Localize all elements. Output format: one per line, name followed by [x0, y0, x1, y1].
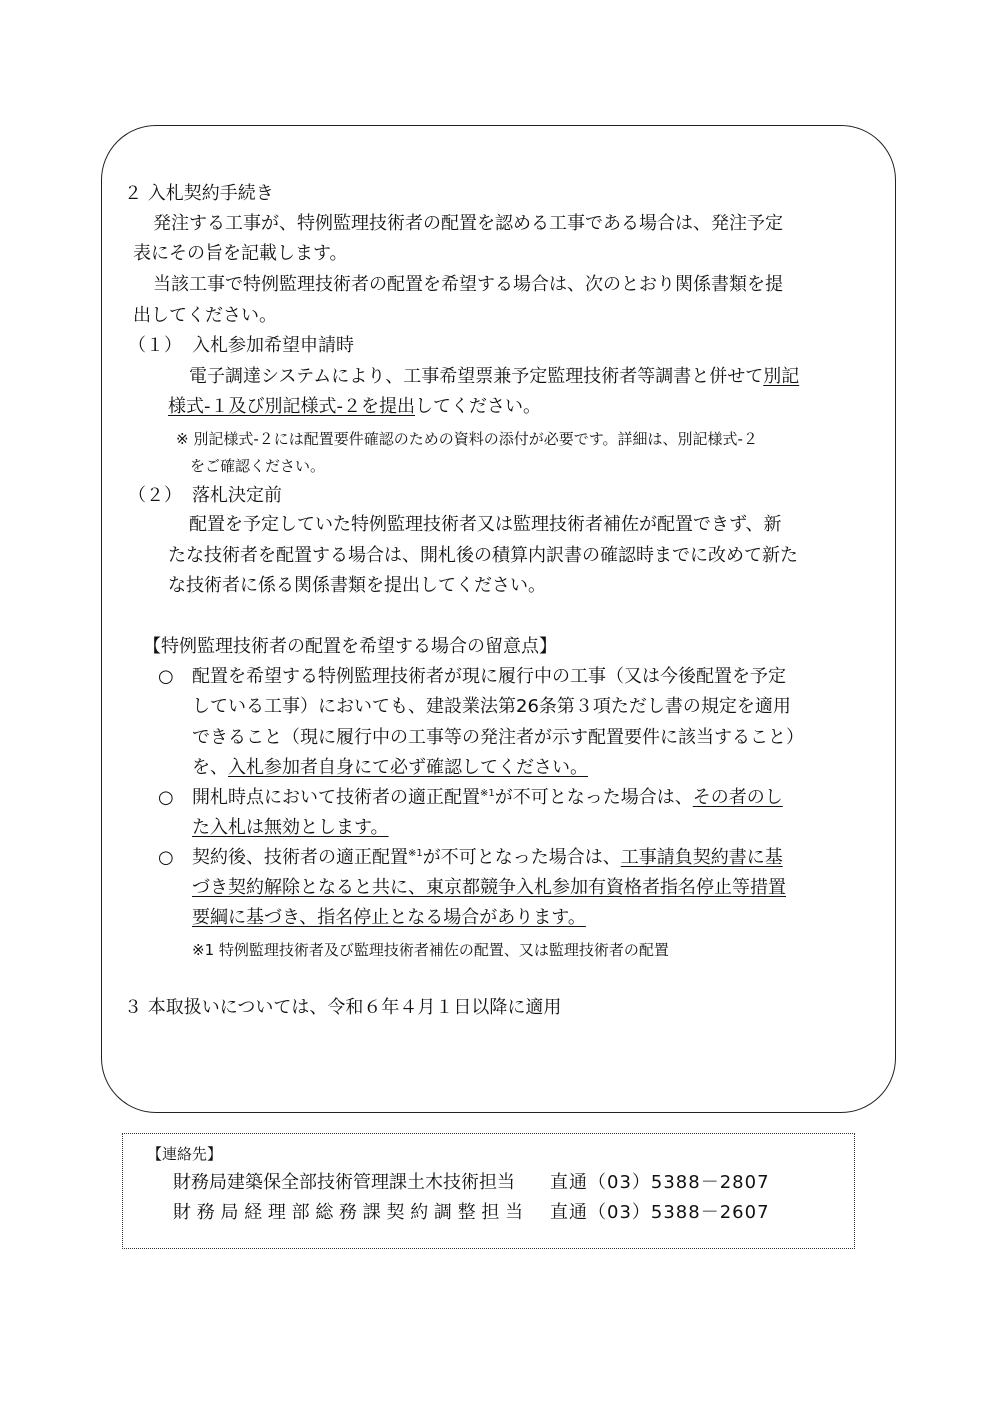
contact-row-1-tel: 直通（03）5388－2807 — [550, 1172, 770, 1193]
contact-heading: 【連絡先】 — [147, 1145, 223, 1163]
point3-underline-3: 要綱に基づき、指名停止となる場合があります。 — [192, 907, 586, 928]
item1-note-line1: ※ 別記様式-２には配置要件確認のための資料の添付が必要です。詳細は、別記様式-２ — [176, 430, 758, 448]
point3-bullet: ○ — [158, 847, 174, 868]
point2-bullet: ○ — [158, 787, 174, 808]
item1-number: （１） — [128, 335, 182, 356]
item1-body-line1-underline: 別記 — [763, 366, 800, 387]
point2-underline-1: その者のし — [692, 787, 783, 808]
point1-line2: している工事）においても、建設業法第26条第３項ただし書の規定を適用 — [192, 696, 791, 717]
item2-body-line3: な技術者に係る関係書類を提出してください。 — [168, 575, 546, 596]
item2-body-line1: 配置を予定していた特例監理技術者又は監理技術者補佐が配置できず、新 — [189, 514, 782, 535]
contact-box — [122, 1133, 855, 1249]
point2-footnote-ref: ※1 — [480, 788, 495, 799]
footnote-1: ※1 特例監理技術者及び監理技術者補佐の配置、又は監理技術者の配置 — [192, 941, 669, 959]
item2-number: （２） — [128, 485, 182, 506]
item1-body-line2 — [168, 396, 541, 418]
point3-line1 — [192, 847, 783, 869]
point1-bullet: ○ — [158, 666, 174, 687]
contact-row-2-name: 財 務 局 経 理 部 総 務 課 契 約 調 整 担 当 — [173, 1202, 524, 1223]
point3-line3 — [192, 907, 586, 929]
section2-para1-line1: 発注する工事が、特例監理技術者の配置を認める工事である場合は、発注予定 — [153, 213, 783, 234]
section2-para1-line2: 表にその旨を記載します。 — [133, 243, 348, 264]
point2-text-a: 開札時点において技術者の適正配置 — [192, 787, 480, 808]
item1-body-line2-underline: 様式-１及び別記様式-２を提出 — [168, 396, 415, 417]
point3-text-a: 契約後、技術者の適正配置 — [192, 847, 408, 868]
item2-body-line2: たな技術者を配置する場合は、開札後の積算内訳書の確認時までに改めて新た — [168, 545, 798, 566]
item1-note-line2: をご確認ください。 — [190, 457, 326, 475]
section2-heading: ２ 入札契約手続き — [124, 183, 274, 204]
point2-text-b: が不可となった場合は、 — [494, 787, 693, 808]
point3-text-b: が不可となった場合は、 — [422, 847, 621, 868]
item2-title: 落札決定前 — [192, 485, 282, 506]
section2-para2-line2: 出してください。 — [133, 305, 277, 326]
point1-line1: 配置を希望する特例監理技術者が現に履行中の工事（又は今後配置を予定 — [192, 666, 786, 687]
contact-row-1-name: 財務局建築保全部技術管理課土木技術担当 — [173, 1172, 515, 1193]
point3-underline-1: 工事請負契約書に基 — [620, 847, 783, 868]
point1-line4-plain: を、 — [192, 757, 228, 778]
point1-line4 — [192, 757, 588, 779]
points-heading: 【特例監理技術者の配置を希望する場合の留意点】 — [143, 636, 557, 657]
point2-line1 — [192, 787, 783, 809]
contact-row-2-tel: 直通（03）5388－2607 — [550, 1202, 770, 1223]
point3-footnote-ref: ※1 — [408, 848, 423, 859]
item1-body-line1 — [189, 366, 799, 388]
point3-line2 — [192, 877, 786, 899]
point2-underline-2: た入札は無効とします。 — [192, 817, 389, 838]
section2-para2-line1: 当該工事で特例監理技術者の配置を希望する場合は、次のとおり関係書類を提 — [153, 274, 783, 295]
item1-title: 入札参加希望申請時 — [192, 335, 354, 356]
item1-body-line2-plain: してください。 — [415, 396, 541, 417]
point2-line2 — [192, 817, 389, 839]
section3-text: ３ 本取扱いについては、令和６年４月１日以降に適用 — [124, 997, 562, 1018]
point3-underline-2: づき契約解除となると共に、東京都競争入札参加有資格者指名停止等措置 — [192, 877, 786, 898]
item1-body-line1-plain: 電子調達システムにより、工事希望票兼予定監理技術者等調書と併せて — [189, 366, 764, 387]
point1-line3: できること（現に履行中の工事等の発注者が示す配置要件に該当すること） — [192, 727, 804, 748]
point1-line4-underline: 入札参加者自身にて必ず確認してください。 — [228, 757, 588, 778]
